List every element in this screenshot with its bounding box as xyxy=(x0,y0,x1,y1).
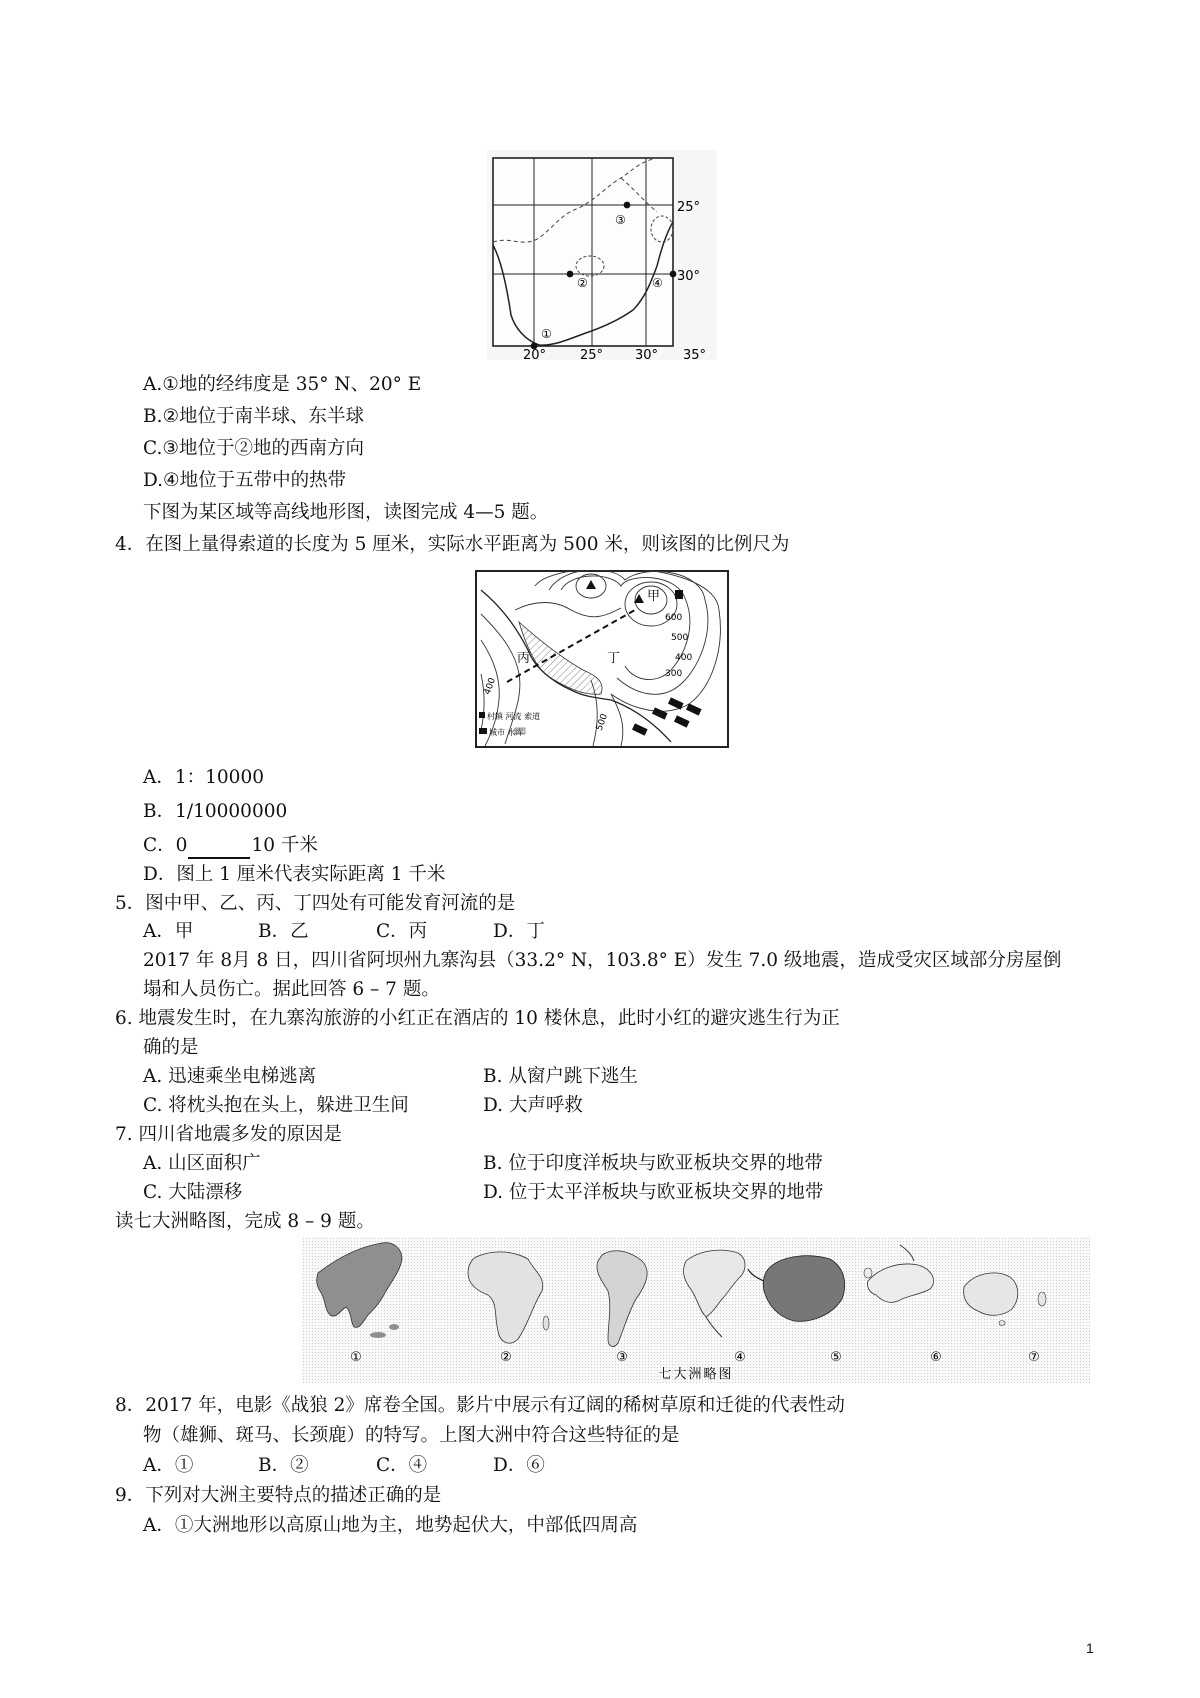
lon-label-30: 30° xyxy=(635,348,659,360)
q8-option-b: B．② xyxy=(258,1455,309,1476)
point-label-4: ④ xyxy=(652,276,663,290)
contour-label-400: 400 xyxy=(675,653,693,663)
q6-stem-line1: 6. 地震发生时，在九寨沟旅游的小红正在酒店的 10 楼休息，此时小红的避灾逃生行为正 xyxy=(115,1008,840,1029)
point-label-1: ① xyxy=(541,327,552,341)
q5-option-b: B．乙 xyxy=(258,921,309,942)
continent-label-3: ③ xyxy=(616,1350,628,1365)
continent-label-4: ④ xyxy=(734,1350,746,1365)
q8-option-a: A．① xyxy=(143,1455,194,1476)
q5-option-d: D．丁 xyxy=(493,921,545,942)
lon-label-25: 25° xyxy=(580,348,604,360)
q6-option-d: D. 大声呼救 xyxy=(483,1095,583,1116)
q8-stem-line1: 8．2017 年，电影《战狼 2》席卷全国。影片中展示有辽阔的稀树草原和迁徙的代表性动 xyxy=(115,1395,845,1416)
contour-label-500: 500 xyxy=(671,633,689,643)
point-label-2: ② xyxy=(577,276,588,290)
q6-option-a: A. 迅速乘坐电梯逃离 xyxy=(143,1066,317,1087)
q5-option-a: A．甲 xyxy=(143,921,194,942)
map-southern-africa-svg xyxy=(487,150,717,360)
continent-africa-icon xyxy=(468,1252,549,1343)
q7-option-c: C. 大陆漂移 xyxy=(143,1182,243,1203)
continent-label-2: ② xyxy=(500,1350,512,1365)
q4-option-c-start: C．0 xyxy=(143,835,188,856)
q6-option-b: B. 从窗户跳下逃生 xyxy=(483,1066,638,1087)
intro-6-7-line1: 2017 年 8月 8 日，四川省阿坝州九寨沟县（33.2° N，103.8° E）发生 7.0 级地震，造成受灾区域部分房屋倒 xyxy=(143,950,1062,971)
q9-stem: 9．下列对大洲主要特点的描述正确的是 xyxy=(115,1485,442,1506)
continent-label-5: ⑤ xyxy=(830,1350,842,1365)
scale-bar xyxy=(188,835,250,859)
lat-label-30: 30° xyxy=(677,269,701,284)
q4-option-a: A．1：10000 xyxy=(143,767,264,788)
legend-line2: 城市 水库 xyxy=(489,728,524,737)
point-label-3: ③ xyxy=(615,213,626,227)
map-figure-southern-africa xyxy=(487,150,717,360)
legend-line1: 村镇 河流 索道 xyxy=(487,712,541,721)
contour-label-500-bottom: 500 xyxy=(594,712,611,733)
continents-figure xyxy=(302,1237,1090,1383)
q8-stem-line2: 物（雄狮、斑马、长颈鹿）的特写。上图大洲中符合这些特征的是 xyxy=(143,1425,680,1446)
q7-option-b: B. 位于印度洋板块与欧亚板块交界的地带 xyxy=(483,1153,823,1174)
continents-svg xyxy=(302,1237,1090,1383)
q7-stem: 7. 四川省地震多发的原因是 xyxy=(115,1124,343,1145)
q7-option-d: D. 位于太平洋板块与欧亚板块交界的地带 xyxy=(483,1182,824,1203)
lon-label-20: 20° xyxy=(523,348,547,360)
contour-label-600: 600 xyxy=(665,613,683,623)
continent-asia-icon xyxy=(317,1243,402,1338)
label-bing: 丙 xyxy=(517,651,531,666)
q4-option-c xyxy=(143,835,318,859)
continent-antarctica-icon xyxy=(748,1256,845,1322)
q9-option-a: A．①大洲地形以高原山地为主，地势起伏大，中部低四周高 xyxy=(143,1515,638,1536)
contour-label-300: 300 xyxy=(665,669,683,679)
continent-label-6: ⑥ xyxy=(930,1350,942,1365)
q4-option-c-end: 10 千米 xyxy=(251,835,318,856)
q4-stem: 4．在图上量得索道的长度为 5 厘米，实际水平距离为 500 米，则该图的比例尺为 xyxy=(115,534,790,555)
contour-label-400-left: 400 xyxy=(482,676,499,697)
continent-europe-icon xyxy=(864,1245,934,1302)
q8-option-d: D．⑥ xyxy=(493,1455,545,1476)
continents-caption: 七大洲略图 xyxy=(658,1367,734,1382)
continent-label-1: ① xyxy=(350,1350,362,1365)
intro-8-9: 读七大洲略图，完成 8 – 9 题。 xyxy=(115,1211,375,1232)
label-ding: 丁 xyxy=(607,651,621,666)
q3-option-a: A.①地的经纬度是 35° N、20° E xyxy=(143,374,422,395)
intro-6-7-line2: 塌和人员伤亡。据此回答 6 – 7 题。 xyxy=(143,979,440,1000)
q7-option-a: A. 山区面积广 xyxy=(143,1153,261,1174)
lat-label-25: 25° xyxy=(677,200,701,215)
label-jia: 甲 xyxy=(647,589,661,604)
contour-map-svg xyxy=(475,570,729,748)
q6-stem-line2: 确的是 xyxy=(143,1037,199,1058)
page-number: 1 xyxy=(1086,1640,1094,1656)
q3-option-b: B.②地位于南半球、东半球 xyxy=(143,406,365,427)
q8-option-c: C．④ xyxy=(376,1455,428,1476)
q5-option-c: C．丙 xyxy=(376,921,428,942)
continent-south-america-icon xyxy=(597,1251,647,1347)
continent-label-7: ⑦ xyxy=(1028,1350,1040,1365)
q3-option-c: C.③地位于②地的西南方向 xyxy=(143,438,364,459)
continent-oceania-icon xyxy=(964,1273,1046,1326)
lon-label-35: 35° xyxy=(683,348,707,360)
q3-option-d: D.④地位于五带中的热带 xyxy=(143,470,347,491)
map-figure-contour xyxy=(475,570,729,748)
q4-option-b: B．1/10000000 xyxy=(143,801,288,822)
continent-north-america-icon xyxy=(684,1250,745,1337)
q4-option-d: D．图上 1 厘米代表实际距离 1 千米 xyxy=(143,864,446,885)
intro-4-5: 下图为某区域等高线地形图，读图完成 4—5 题。 xyxy=(143,502,549,523)
q5-stem: 5．图中甲、乙、丙、丁四处有可能发育河流的是 xyxy=(115,893,516,914)
q6-option-c: C. 将枕头抱在头上，躲进卫生间 xyxy=(143,1095,409,1116)
